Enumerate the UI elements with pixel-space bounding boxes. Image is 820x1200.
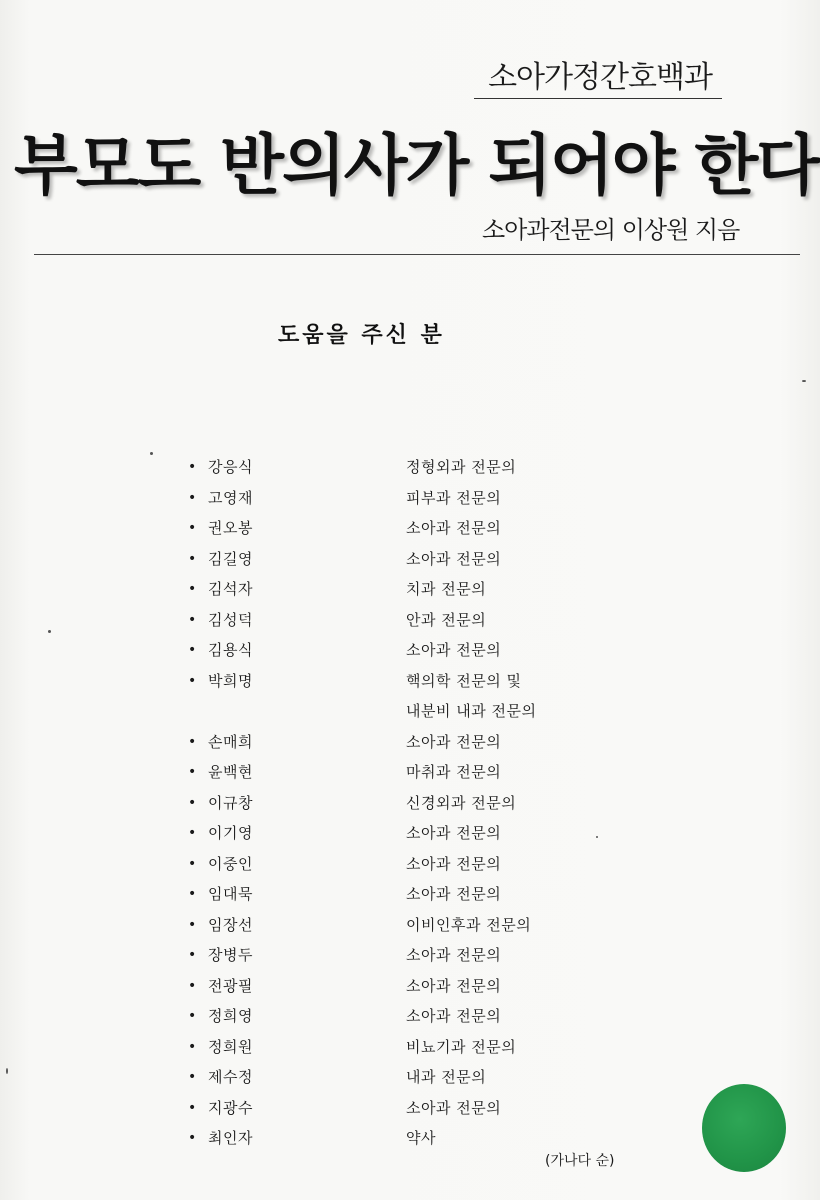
- paper-speck: [6, 1068, 8, 1074]
- contributor-name: 김석자: [208, 580, 253, 598]
- contributor-name: 정희영: [208, 1007, 253, 1025]
- bullet-marker: •: [188, 764, 197, 780]
- contributor-row: [188, 574, 628, 605]
- book-title: 부모도 반의사가 되어야 한다: [14, 127, 819, 204]
- author-credit: 소아과전문의 이상원 지음: [482, 216, 740, 244]
- contributor-name: 손매희: [208, 732, 253, 751]
- contributor-specialty: 비뇨기과 전문의: [406, 1037, 517, 1056]
- contributor-name: 고영재: [208, 488, 253, 507]
- contributor-specialty: 정형외과 전문의: [406, 458, 517, 476]
- contributor-specialty: 소아과 전문의: [406, 519, 502, 537]
- contributor-row: [188, 849, 628, 880]
- header-divider: [34, 254, 800, 255]
- contributor-specialty: 안과 전문의: [406, 610, 487, 629]
- contributor-name: 권오봉: [208, 519, 253, 537]
- contributor-row: [188, 696, 628, 727]
- contributor-specialty: 소아과 전문의: [406, 824, 502, 842]
- contributor-name: 박희명: [208, 671, 253, 690]
- contributor-row: [188, 513, 628, 544]
- paper-speck: [48, 630, 51, 633]
- bullet-marker: •: [188, 733, 197, 750]
- bullet-marker: •: [188, 550, 197, 567]
- series-title-underline: [474, 98, 722, 99]
- contributor-specialty: 내과 전문의: [406, 1068, 487, 1086]
- contributor-specialty: 내분비 내과 전문의: [406, 702, 537, 720]
- paper-speck: [802, 380, 806, 382]
- contributor-specialty: 소아과 전문의: [406, 549, 502, 568]
- contributor-row: [188, 1123, 628, 1154]
- bullet-marker: •: [188, 1008, 197, 1024]
- contributor-row: [188, 1093, 628, 1124]
- contributor-row: [188, 879, 628, 910]
- bullet-marker: •: [188, 855, 197, 872]
- bullet-marker: •: [188, 886, 197, 902]
- contributor-row: [188, 910, 628, 941]
- contributor-row: [188, 544, 628, 575]
- contributor-name: 최인자: [208, 1129, 253, 1147]
- order-note: (가나다 순): [545, 1153, 615, 1169]
- bullet-marker: •: [188, 1069, 197, 1085]
- contributor-name: 임대묵: [208, 885, 253, 903]
- bullet-marker: •: [188, 794, 197, 811]
- bullet-marker: •: [188, 611, 197, 628]
- bullet-marker: •: [188, 459, 197, 475]
- contributor-row: [188, 635, 628, 666]
- bullet-marker: •: [188, 947, 197, 963]
- bullet-marker: •: [188, 581, 197, 597]
- bullet-marker: •: [188, 825, 197, 841]
- contributor-row: [188, 788, 628, 819]
- contributor-specialty: 치과 전문의: [406, 580, 487, 598]
- contributor-row: [188, 452, 628, 483]
- bullet-marker: •: [188, 672, 197, 689]
- paper-speck: [596, 836, 598, 838]
- contributor-row: [188, 483, 628, 514]
- contributor-name: 김성덕: [208, 610, 253, 629]
- contributor-specialty: 소아과 전문의: [406, 885, 502, 903]
- contributor-name: 이중인: [208, 854, 253, 873]
- bullet-marker: •: [188, 1099, 197, 1116]
- bullet-marker: •: [188, 520, 197, 536]
- bullet-marker: •: [188, 642, 197, 658]
- contributor-row: [188, 818, 628, 849]
- contributor-row: [188, 757, 628, 788]
- contributor-specialty: 소아과 전문의: [406, 732, 502, 751]
- contributor-name: 지광수: [208, 1098, 253, 1117]
- bullet-marker: •: [188, 977, 197, 994]
- contributor-specialty: 소아과 전문의: [406, 641, 502, 659]
- contributor-specialty: 소아과 전문의: [406, 946, 502, 964]
- series-title: 소아가정간호백과: [488, 60, 712, 95]
- contributor-name: 이규창: [208, 793, 253, 812]
- contributor-row: [188, 971, 628, 1002]
- contributor-specialty: 약사: [406, 1129, 436, 1147]
- bullet-marker: •: [188, 489, 197, 506]
- contributor-name: 전광필: [208, 976, 253, 995]
- contributor-row: [188, 1032, 628, 1063]
- contributor-name: 윤백현: [208, 763, 253, 781]
- acknowledgements-heading: 도움을 주신 분: [278, 323, 445, 348]
- contributor-name: 장병두: [208, 946, 253, 964]
- contributor-specialty: 이비인후과 전문의: [406, 915, 532, 934]
- contributor-name: 정희원: [208, 1037, 253, 1056]
- contributor-specialty: 소아과 전문의: [406, 1007, 502, 1025]
- contributor-name: 김길영: [208, 549, 253, 568]
- bullet-marker: •: [188, 1130, 197, 1146]
- contributor-specialty: 핵의학 전문의 및: [406, 671, 522, 690]
- contributor-specialty: 소아과 전문의: [406, 854, 502, 873]
- contributor-row: [188, 1062, 628, 1093]
- contributor-specialty: 소아과 전문의: [406, 976, 502, 995]
- bullet-marker: •: [188, 1038, 197, 1055]
- contributor-row: [188, 666, 628, 697]
- contributor-row: [188, 1001, 628, 1032]
- contributor-name: 강응식: [208, 458, 253, 476]
- contributor-name: 김용식: [208, 641, 253, 659]
- contributor-row: [188, 940, 628, 971]
- bullet-marker: •: [188, 916, 197, 933]
- contributor-name: 제수정: [208, 1068, 253, 1086]
- contributor-row: [188, 727, 628, 758]
- contributor-name: 임장선: [208, 915, 253, 934]
- contributor-name: 이기영: [208, 824, 253, 842]
- contributor-specialty: 소아과 전문의: [406, 1098, 502, 1117]
- contributor-specialty: 피부과 전문의: [406, 488, 502, 507]
- paper-speck: [150, 452, 153, 455]
- contributor-specialty: 마취과 전문의: [406, 763, 502, 781]
- contributor-list: [188, 452, 628, 1154]
- contributor-row: [188, 605, 628, 636]
- contributor-specialty: 신경외과 전문의: [406, 793, 517, 812]
- green-sticker-dot: [702, 1084, 786, 1172]
